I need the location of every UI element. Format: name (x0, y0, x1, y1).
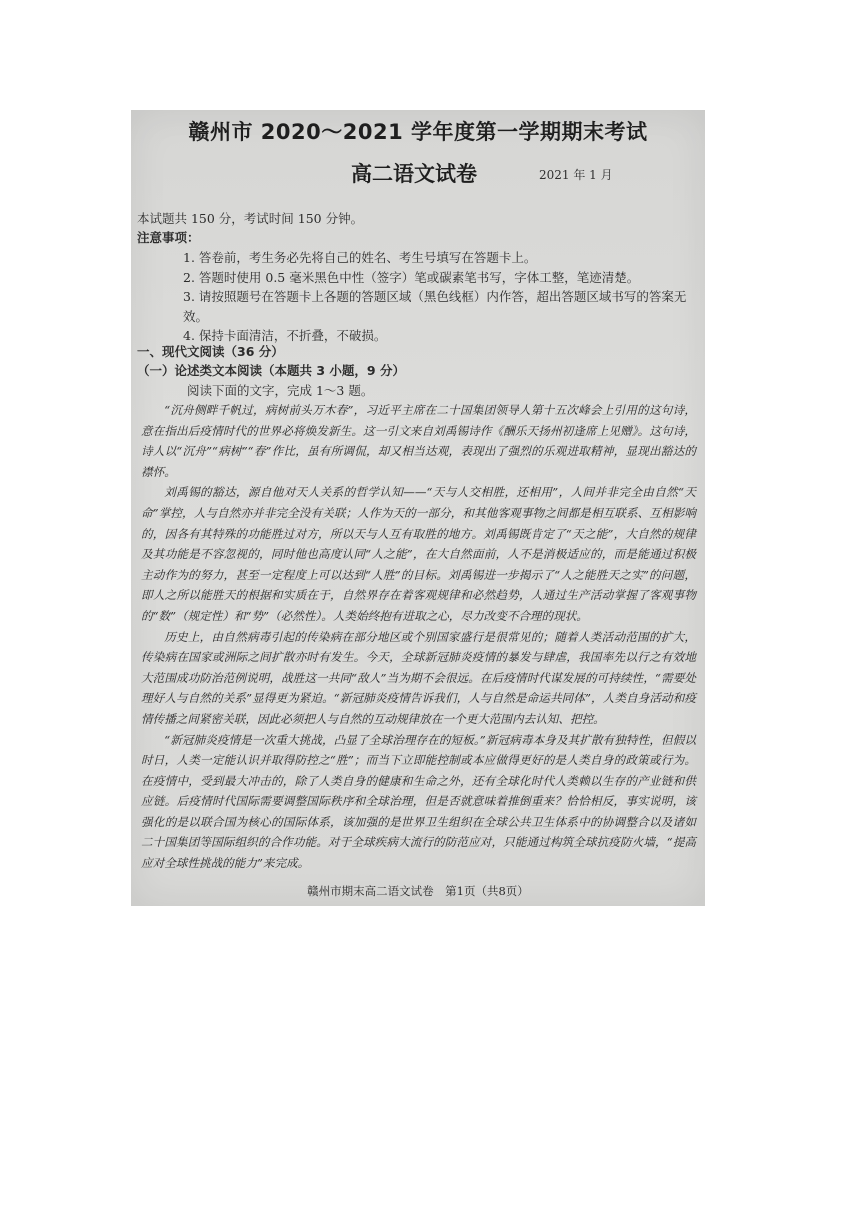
reading-passage (141, 400, 696, 874)
passage-paragraph: 刘禹锡的豁达，源自他对天人关系的哲学认知——“天与人交相胜，还相用”，人间并非完全由自然“天命”掌控，人与自然亦并非完全没有关联；人作为天的一部分，和其他客观事物之间都是相互联系、互相影响的，因各有其特殊的功能胜过对方，所以天与人互有取胜的地方。刘禹锡既肯定了“天之能”，大自然的规律及其功能是不容忽视的，同时他也高度认同“人之能”，在大自然面前，人不是消极适应的，而是能通过积极主动作为的努力，甚至一定程度上可以达到“人胜”的目标。刘禹锡进一步揭示了“人之能胜天之实”的问题，即人之所以能胜天的根据和实质在于，自然界存在着客观规律和必然趋势，人通过生产活动掌握了客观事物的“数”（规定性）和“势”（必然性）。人类始终抱有进取之心，尽力改变不合理的现状。 (141, 485, 696, 623)
page-footer: 赣州市期末高二语文试卷 第1页（共8页） (307, 884, 529, 898)
exam-subtitle: 高二语文试卷 (351, 162, 477, 186)
passage-paragraph: 历史上，由自然病毒引起的传染病在部分地区或个别国家盛行是很常见的；随着人类活动范围的扩大，传染病在国家或洲际之间扩散亦时有发生。今天，全球新冠肺炎疫情的暴发与肆虐，我国率先以行之有效地大范围成功防治范例说明，战胜这一共同“敌人”当为期不会很远。在后疫情时代谋发展的可持续性，“需要处理好人与自然的关系”显得更为紧迫。“新冠肺炎疫情告诉我们，人与自然是命运共同体”，人类自身活动和疫情传播之间紧密关联，因此必须把人与自然的互动规律放在一个更大范围内去认知、把控。 (141, 629, 696, 726)
notes-heading: 注意事项： (137, 230, 200, 245)
exam-title: 赣州市 2020～2021 学年度第一学期期末考试 (188, 120, 648, 144)
exam-paper-photo (131, 110, 705, 906)
notes-list (183, 248, 695, 346)
section-title: 一、现代文阅读（36 分） (137, 344, 284, 359)
note-item: 4. 保持卡面清洁，不折叠，不破损。 (183, 328, 387, 343)
reading-instruction: 阅读下面的文字，完成 1～3 题。 (187, 383, 374, 398)
subsection-title: （一）论述类文本阅读（本题共 3 小题，9 分） (137, 363, 405, 378)
exam-date: 2021 年 1 月 (539, 168, 613, 182)
note-item: 1. 答卷前，考生务必先将自己的姓名、考生号填写在答题卡上。 (183, 250, 537, 265)
note-item: 2. 答题时使用 0.5 毫米黑色中性（签字）笔或碳素笔书写，字体工整，笔迹清楚。 (183, 269, 640, 285)
passage-paragraph: “新冠肺炎疫情是一次重大挑战，凸显了全球治理存在的短板。”新冠病毒本身及其扩散有独特性，但假以时日，人类一定能认识并取得防控之“胜”；而当下立即能控制或本应做得更好的是人类自身的政策或行为。在疫情中，受到最大冲击的，除了人类自身的健康和生命之外，还有全球化时代人类赖以生存的产业链和供应链。后疫情时代国际需要调整国际秩序和全球治理，但是否就意味着推倒重来？恰恰相反，事实说明，该强化的是以联合国为核心的国际体系，该加强的是世界卫生组织在全球公共卫生体系中的协调整合以及诸如二十国集团等国际组织的合作功能。对于全球疾病大流行的防范应对，只能通过构筑全球抗疫防火墙，“提高应对全球性挑战的能力”来完成。 (141, 732, 696, 871)
passage-paragraph: “沉舟侧畔千帆过，病树前头万木春”，习近平主席在二十国集团领导人第十五次峰会上引用的这句诗，意在指出后疫情时代的世界必将焕发新生。这一引文来自刘禹锡诗作《酬乐天扬州初逢席上见赠》。这句诗，诗人以“沉舟”“病树”“春”作比，虽有所调侃，却又相当达观，表现出了强烈的乐观进取精神，显现出豁达的襟怀。 (141, 403, 696, 479)
exam-intro: 本试题共 150 分，考试时间 150 分钟。 (137, 211, 364, 226)
note-item: 3. 请按照题号在答题卡上各题的答题区域（黑色线框）内作答，超出答题区域书写的答案无效。 (183, 289, 687, 324)
